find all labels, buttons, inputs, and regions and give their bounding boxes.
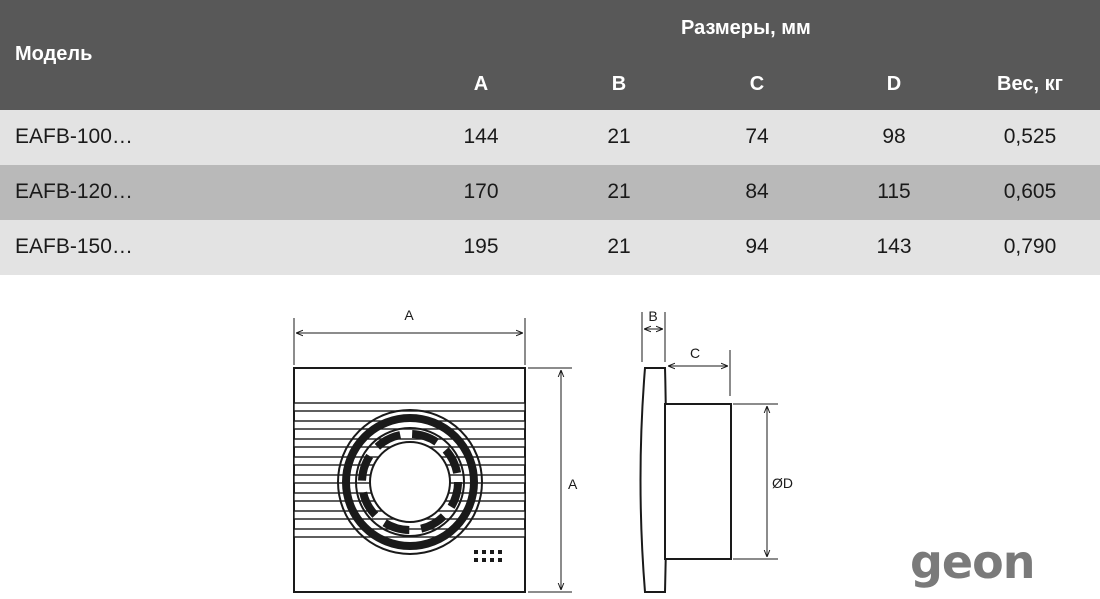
weight-cell: 0,525 xyxy=(1003,125,1057,148)
front-height-label: A xyxy=(568,476,578,492)
front-width-label: A xyxy=(404,307,414,323)
weight-cell: 0,605 xyxy=(1003,180,1057,203)
model-cell: EAFB-120… xyxy=(15,180,133,203)
side-view xyxy=(641,308,794,592)
model-cell: EAFB-150… xyxy=(15,235,133,258)
dimensions-header-label: Размеры, мм xyxy=(681,17,811,39)
model-cell: EAFB-100… xyxy=(15,125,133,148)
b-cell: 21 xyxy=(607,125,631,148)
front-view xyxy=(294,307,578,592)
column-header-b: B xyxy=(611,73,627,95)
side-c-label: C xyxy=(689,345,701,361)
column-header-a: A xyxy=(473,73,489,95)
d-cell: 115 xyxy=(877,180,911,203)
side-b-label: B xyxy=(648,308,658,324)
model-column-header: Модель xyxy=(15,43,93,65)
a-cell: 195 xyxy=(463,235,499,258)
side-panel-profile xyxy=(641,368,667,592)
d-cell: 143 xyxy=(876,235,912,258)
d-cell: 98 xyxy=(882,125,906,148)
column-header-d: D xyxy=(886,73,902,95)
c-cell: 84 xyxy=(745,180,769,203)
b-cell: 21 xyxy=(607,235,631,258)
a-cell: 170 xyxy=(463,180,499,203)
column-header-weight: Вес, кг xyxy=(997,73,1063,95)
brand-logo: geon xyxy=(910,535,1035,589)
duct-spigot xyxy=(665,404,731,559)
column-header-c: C xyxy=(749,73,765,95)
b-cell: 21 xyxy=(607,180,631,203)
c-cell: 94 xyxy=(745,235,769,258)
side-d-label: ØD xyxy=(772,475,793,491)
weight-cell: 0,790 xyxy=(1003,235,1057,258)
a-cell: 144 xyxy=(463,125,499,148)
c-cell: 74 xyxy=(745,125,769,148)
